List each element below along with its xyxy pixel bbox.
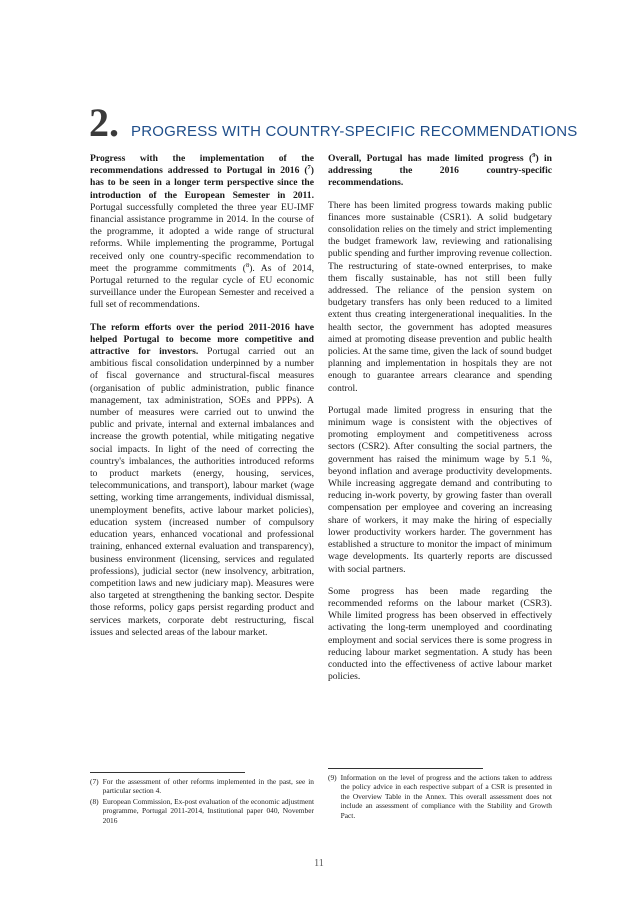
bold-lead: Progress with the implementation of the recommendations addressed to Portugal in 2016 ($^7$) has to be seen in a longer term perspective since the introduction of the European Semester in 2011. — [90, 153, 314, 201]
footnote-text: For the assessment of other reforms implemented in the past, see in particular section 4. — [102, 777, 314, 796]
paragraph: The reform efforts over the period 2011-2016 have helped Portugal to become more competitive and attractive for investors. Portugal carried out an ambitious fiscal consolidation underpinned by a number of fiscal governance and structural-fiscal measures (organisation of public administration, public finance management, tax administration, SOEs and PPPs). A number of measures were carried out to unwind the public and private, internal and external imbalances and increase the growth potential, while mitigating negative social impacts. In light of the need of correcting the country's imbalances, the authorities introduced reforms to product markets (energy, housing, services, telecommunications, and transport), labour market (wage setting, working time arrangements, individual dismissal, unemployment benefits, active labour market policies), education system (increased number of compulsory education years, enhanced vocational and professional training, enhanced external evaluation and transparency), business environment (licensing, services and regulated professions), judicial sector (new insolvency, arbitration, competition laws and new judiciary map). Measures were also targeted at strengthening the banking sector. Despite those reforms, policy gaps persist regarding product and services markets, corporate debt restructuring, fiscal issues and selected areas of the labour market. — [90, 321, 314, 638]
section-number: 2. — [89, 100, 119, 145]
paragraph: Progress with the implementation of the recommendations addressed to Portugal in 2016 ($^7$) has to be seen in a longer term perspective since the introduction of the European Semester in 2011. Portugal successfully completed the three year EU-IMF financial assistance programme in 2014. In the course of the programme, it adopted a wide range of structural reforms. While implementing the programme, Portugal received only one country-specific recommendation to meet the programme commitments ($^8$). As of 2014, Portugal returned to the regular cycle of EU economic surveillance under the European Semester and received a full set of recommendations. — [90, 153, 314, 311]
bold-lead: Overall, Portugal has made limited progress ($^9$) in addressing the 2016 country-specific recommendations. — [328, 151, 552, 189]
footnote-text: European Commission, Ex-post evaluation of the economic adjustment programme, Portugal 2011-2014, Institutional paper 040, November 2016 — [102, 796, 314, 825]
footnote-ref: 8 — [245, 261, 250, 269]
footnote — [90, 797, 314, 825]
footnote-ref: 7 — [307, 164, 311, 172]
page-number: 11 — [314, 858, 324, 869]
paragraph: Some progress has been made regarding the recommended reforms on the labour market (CSR3). While limited progress has been observed in effectively activating the long-term unemployed and coordinating employment and social services there is some progress in reducing labour market segmentation. A study has been conducted into the effectiveness of active labour market policies. — [328, 585, 552, 683]
paragraph — [328, 153, 552, 190]
footnote-text: Information on the level of progress and the actions taken to address the policy advice in each respective subpart of a CSR is presented in the Overview Table in the Annex. This overall assessment does not include an assessment of compliance with the Stability and Growth Pact. — [340, 773, 552, 820]
paragraph: There has been limited progress towards making public finances more sustainable (CSR1). A solid budgetary consolidation relies on the timely and strict implementing the budget framework law, reviewing and rationalising public spending and further improving revenue collection. The restructuring of state-owned enterprises, to make them fiscally sustainable, has not still been fully addressed. The reliance of the pension system on budgetary transfers has only been reduced to a limited extent thus creating intergenerational inequalities. In the health sector, the government has adopted measures aimed at promoting disease prevention and public health policies. At the same time, given the lack of sound budget planning and implementation in hospitals they are not enough to guarantee arrears clearance and spending control. — [328, 199, 552, 394]
footnote-number: (8) — [90, 796, 99, 806]
footnote — [90, 777, 314, 796]
section-heading — [89, 100, 578, 145]
left-column — [90, 153, 314, 649]
section-title: PROGRESS WITH COUNTRY-SPECIFIC RECOMMENDATIONS — [131, 123, 578, 140]
paragraph: Portugal made limited progress in ensuring that the minimum wage is consistent with the objectives of promoting employment and competitiveness across sectors (CSR2). After consulting the social partners, the government has raised the minimum wage by 5.1 %, beyond inflation and average productivity developments. While increasing aggregate demand and contributing to reducing in-work poverty, by growing faster than overall compensation per employee and covering an increasing share of workers, it may make the hiring of especially lower productivity workers harder. The government has established a structure to monitor the impact of minimum wage developments. Its quarterly reports are discussed with social partners. — [328, 404, 552, 575]
footnotes-right — [328, 768, 552, 821]
footnote-divider — [328, 768, 483, 769]
footnote-number: (7) — [90, 777, 99, 786]
bold-lead: The reform efforts over the period 2011-2016 have helped Portugal to become more competitive and attractive for investors. — [90, 321, 314, 358]
right-column — [328, 153, 552, 693]
footnote-ref: 9 — [532, 151, 536, 159]
footnotes-left — [90, 772, 314, 826]
footnote-divider — [90, 772, 245, 773]
footnote — [328, 773, 552, 820]
footnote-number: (9) — [328, 773, 337, 782]
